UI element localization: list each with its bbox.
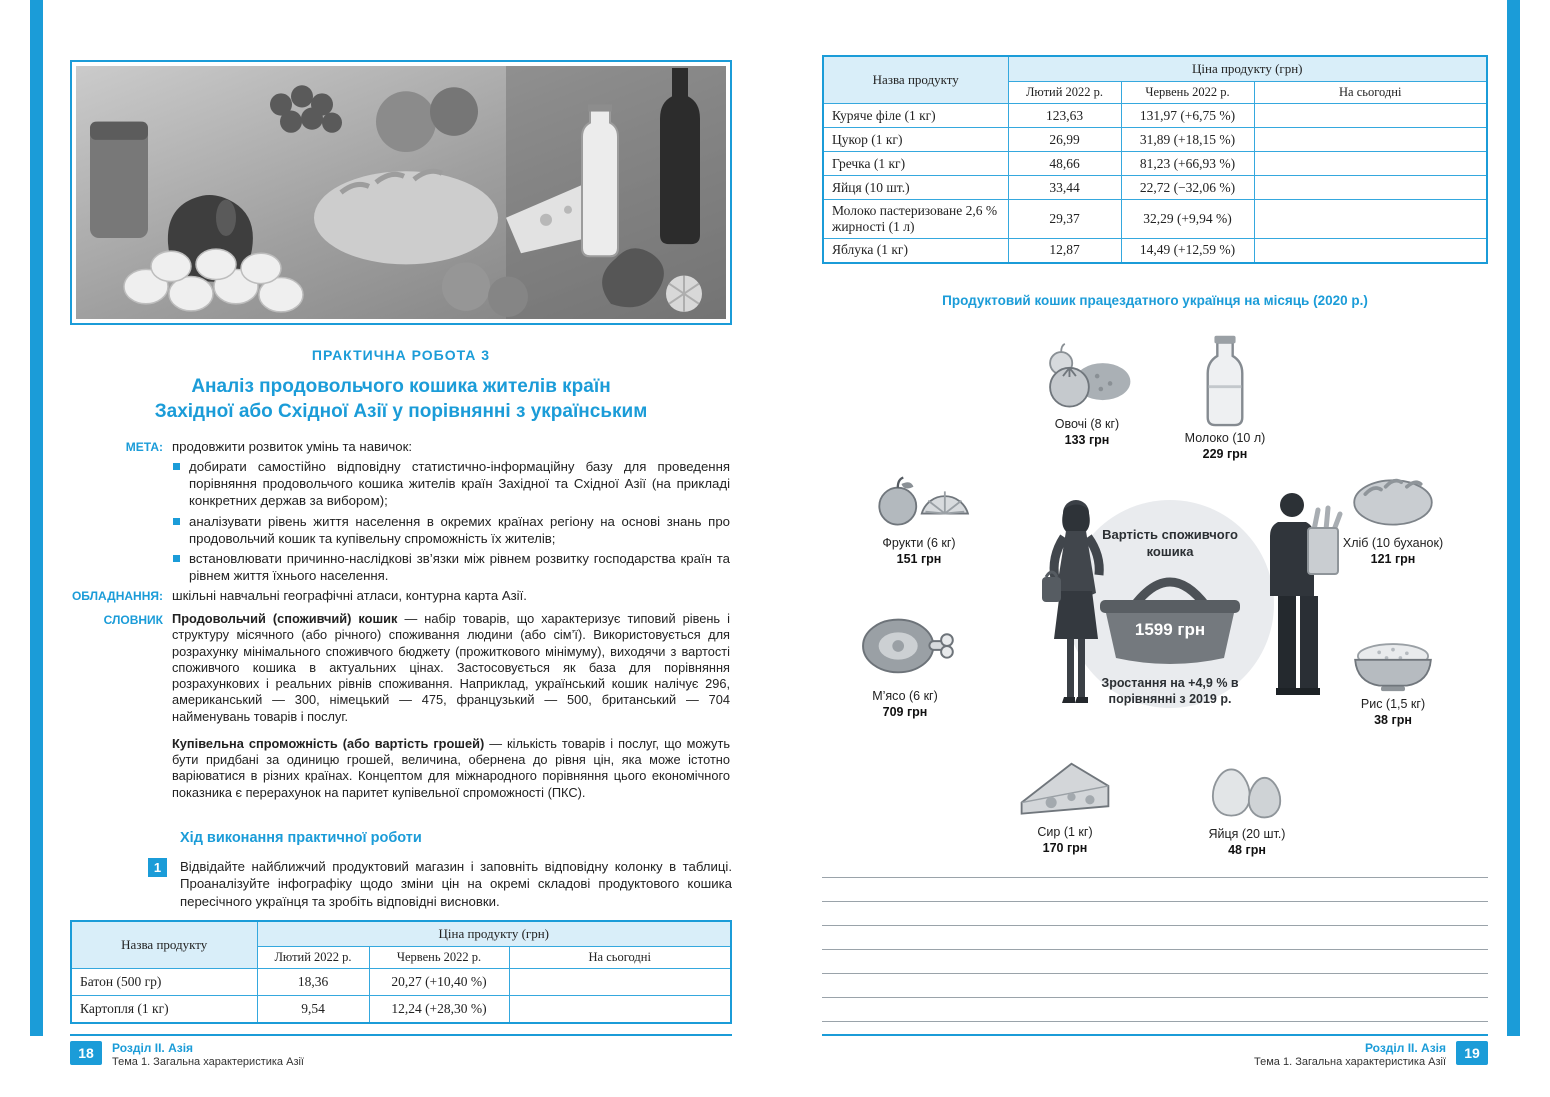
cell-jun: 32,29 (+9,94 %) [1121, 200, 1254, 239]
info-item-eggs [1172, 751, 1322, 857]
cheese-icon [990, 749, 1140, 821]
basket-growth-note: Зростання на +4,9 % в порівнянні з 2019 р. [1101, 676, 1239, 707]
glossary-label: СЛОВНИК [103, 613, 163, 627]
item-name: Молоко (10 л) [1184, 431, 1266, 445]
consumer-basket-infographic [822, 325, 1488, 857]
cell-today-blank[interactable] [1254, 104, 1487, 128]
item-name: Рис (1,5 кг) [1360, 697, 1426, 711]
column-header-feb: Лютий 2022 р. [1008, 82, 1121, 104]
footer-left [70, 1034, 732, 1070]
meat-icon [830, 605, 980, 685]
item-price: 133 грн [1064, 433, 1110, 447]
column-header-jun: Червень 2022 р. [369, 947, 509, 969]
cell-today-blank[interactable] [1254, 152, 1487, 176]
meta-intro: продовжити розвиток умінь та навичок: [172, 439, 413, 454]
column-header-price-group: Ціна продукту (грн) [1008, 56, 1487, 82]
writing-line[interactable] [822, 854, 1488, 878]
price-table-left [70, 920, 732, 1024]
cell-today-blank[interactable] [509, 969, 731, 996]
cell-today-blank[interactable] [1254, 239, 1487, 263]
cell-jun: 22,72 (−32,06 %) [1121, 176, 1254, 200]
item-name: М’ясо (6 кг) [872, 689, 938, 703]
footer-section: Розділ II. Азія [112, 1041, 194, 1055]
table-row [823, 104, 1487, 128]
procedure-heading: Хід виконання практичної роботи [180, 830, 422, 846]
page-right [822, 0, 1488, 1097]
footer-theme: Тема 1. Загальна характеристика Азії [112, 1056, 304, 1068]
bullet-square-icon [173, 463, 180, 470]
food-photo-illustration [76, 66, 726, 319]
writing-line[interactable] [822, 998, 1488, 1022]
cell-feb: 18,36 [257, 969, 369, 996]
footer-theme: Тема 1. Загальна характеристика Азії [1254, 1056, 1446, 1068]
glossary-definition: — набір товарів, що характеризує типовий рівень і структуру місячного (або річного) споживання людини (або сім’ї). Використовується для розрахунку мінімального споживчого бюджету (прожиткового мінімуму), виходячи з вартості споживчого кошика в актуальних цінах. Застосовується як база для порівняння розрахункових і реальних рівнів споживання. Наприклад, український кошик налічує 296, американський — 300, німецький — 475, французький — 500, британський — 704 найменувань товарів і послуг. [172, 611, 730, 724]
info-item-bread [1318, 460, 1468, 566]
cell-jun: 131,97 (+6,75 %) [1121, 104, 1254, 128]
fruits-icon [844, 460, 994, 532]
column-header-jun: Червень 2022 р. [1121, 82, 1254, 104]
page-title-line2: Західної або Східної Азії у порівнянні з українським [154, 401, 648, 423]
list-item: аналізувати рівень життя населення в окремих країнах регіону на основі знань про продовольчий кошик та купівельну спроможність їх жителів; [172, 513, 730, 547]
table-row [71, 996, 731, 1023]
eggs-icon [1172, 751, 1322, 823]
section-equipment [70, 587, 732, 604]
writing-line[interactable] [822, 878, 1488, 902]
cell-product: Картопля (1 кг) [71, 996, 257, 1023]
item-price: 229 грн [1202, 447, 1248, 461]
footer-right [822, 1034, 1488, 1070]
info-item-meat [830, 605, 980, 719]
page-title-line1: Аналіз продовольчого кошика жителів країн [191, 376, 611, 397]
left-edge-bar [30, 0, 43, 1036]
cell-feb: 26,99 [1008, 128, 1121, 152]
glossary-term: Продовольчий (споживчий) кошик [172, 611, 398, 626]
glossary-entry [172, 736, 730, 801]
cell-jun: 14,49 (+12,59 %) [1121, 239, 1254, 263]
cell-jun: 12,24 (+28,30 %) [369, 996, 509, 1023]
list-item: встановлювати причинно-наслідкові зв’язки між рівнем розвитку господарства країн та рівнем життя їхнього населення. [172, 550, 730, 584]
table-row [823, 152, 1487, 176]
writing-line[interactable] [822, 974, 1488, 998]
cell-product: Гречка (1 кг) [823, 152, 1008, 176]
info-item-rice [1318, 621, 1468, 727]
glossary-entry [172, 611, 730, 725]
table-row [823, 176, 1487, 200]
item-price: 170 грн [1042, 841, 1088, 855]
meta-bullet-list [172, 458, 730, 584]
infographic-title: Продуктовий кошик працездатного українця на місяць (2020 р.) [942, 293, 1368, 308]
cell-product: Куряче філе (1 кг) [823, 104, 1008, 128]
step-1 [148, 858, 732, 910]
page-number-badge: 18 [70, 1041, 102, 1065]
writing-line[interactable] [822, 902, 1488, 926]
column-header-today: На сьогодні [1254, 82, 1487, 104]
glossary-term: Купівельна спроможність (або вартість грошей) [172, 735, 485, 751]
cell-feb: 123,63 [1008, 104, 1121, 128]
basket-caption: Вартість споживчого кошика [1102, 527, 1238, 559]
info-item-cheese [990, 749, 1140, 855]
table-row [823, 239, 1487, 263]
right-edge-bar [1507, 0, 1520, 1036]
price-table-right [822, 55, 1488, 264]
cell-feb: 9,54 [257, 996, 369, 1023]
page-left [70, 0, 732, 1097]
cell-product: Батон (500 гр) [71, 969, 257, 996]
basket-total-amount: 1599 грн [1134, 620, 1206, 639]
cell-feb: 48,66 [1008, 152, 1121, 176]
cell-jun: 81,23 (+66,93 %) [1121, 152, 1254, 176]
food-photo-frame [70, 60, 732, 325]
cell-feb: 33,44 [1008, 176, 1121, 200]
step-number-badge: 1 [148, 858, 167, 877]
item-name: Хліб (10 буханок) [1342, 536, 1444, 550]
cell-product: Яблука (1 кг) [823, 239, 1008, 263]
cell-today-blank[interactable] [509, 996, 731, 1023]
info-item-milk [1150, 331, 1300, 461]
meta-label: МЕТА: [125, 440, 163, 454]
cell-feb: 12,87 [1008, 239, 1121, 263]
item-price: 709 грн [882, 705, 928, 719]
column-header-today: На сьогодні [509, 947, 731, 969]
item-name: Сир (1 кг) [1037, 825, 1093, 839]
item-price: 151 грн [896, 552, 942, 566]
cell-today-blank[interactable] [1254, 200, 1487, 239]
cell-jun: 31,89 (+18,15 %) [1121, 128, 1254, 152]
glossary-definition: — кількість товарів і послуг, що можуть бути придбані за одиницю грошей, величина, обернена до рівня цін, яка може істотно варіюватися в різних країнах. Концептом для міжнародного порівняння цього економічного показника є перерахунок на паритет купівельної спроможності (ПКС). [172, 735, 730, 800]
equipment-text: шкільні навчальні географічні атласи, контурна карта Азії. [172, 588, 527, 603]
item-name: Яйця (20 шт.) [1208, 827, 1286, 841]
cell-today-blank[interactable] [1254, 176, 1487, 200]
practice-work-label: ПРАКТИЧНА РОБОТА 3 [311, 347, 491, 363]
bread-icon [1318, 460, 1468, 532]
shopping-basket [1090, 570, 1250, 670]
item-name: Фрукти (6 кг) [882, 536, 956, 550]
cell-jun: 20,27 (+10,40 %) [369, 969, 509, 996]
vegetables-icon [1012, 341, 1162, 413]
column-header-product: Назва продукту [823, 56, 1008, 104]
rice-bowl-icon [1318, 621, 1468, 693]
column-header-price-group: Ціна продукту (грн) [257, 921, 731, 947]
footer-section: Розділ II. Азія [1364, 1041, 1446, 1055]
cell-product: Цукор (1 кг) [823, 128, 1008, 152]
cell-feb: 29,37 [1008, 200, 1121, 239]
bullet-square-icon [173, 518, 180, 525]
column-header-product: Назва продукту [71, 921, 257, 969]
column-header-feb: Лютий 2022 р. [257, 947, 369, 969]
table-row [71, 969, 731, 996]
list-item: добирати самостійно відповідну статистично-інформаційну базу для проведення порівняння продовольчого кошика жителів країн Західної та Східної Азії (на прикладі конкретних держав за вибором); [172, 458, 730, 509]
item-price: 38 грн [1374, 713, 1412, 727]
writing-line[interactable] [822, 950, 1488, 974]
equipment-label: ОБЛАДНАННЯ: [71, 589, 163, 603]
item-name: Овочі (8 кг) [1054, 417, 1120, 431]
answer-writing-lines [822, 854, 1488, 1022]
page-number-badge: 19 [1456, 1041, 1488, 1065]
writing-line[interactable] [822, 926, 1488, 950]
milk-bottle-icon [1150, 331, 1300, 427]
table-row [823, 200, 1487, 239]
table-row [823, 128, 1487, 152]
bullet-square-icon [173, 555, 180, 562]
section-meta [70, 438, 732, 584]
item-price: 121 грн [1370, 552, 1416, 566]
info-item-vegetables [1012, 341, 1162, 447]
page-title [70, 374, 732, 424]
cell-today-blank[interactable] [1254, 128, 1487, 152]
info-item-fruits [844, 460, 994, 566]
item-price: 48 грн [1228, 843, 1266, 857]
cell-product: Молоко пастеризоване 2,6 % жирності (1 л) [823, 200, 1008, 239]
section-glossary [70, 611, 732, 801]
cell-product: Яйця (10 шт.) [823, 176, 1008, 200]
step-text: Відвідайте найближчий продуктовий магазин і заповніть відповідну колонку в таблиці. Проаналізуйте інфографіку щодо зміни цін на окремі складові продуктового кошика пересічного українця та зробіть відповідні висновки. [180, 859, 732, 909]
